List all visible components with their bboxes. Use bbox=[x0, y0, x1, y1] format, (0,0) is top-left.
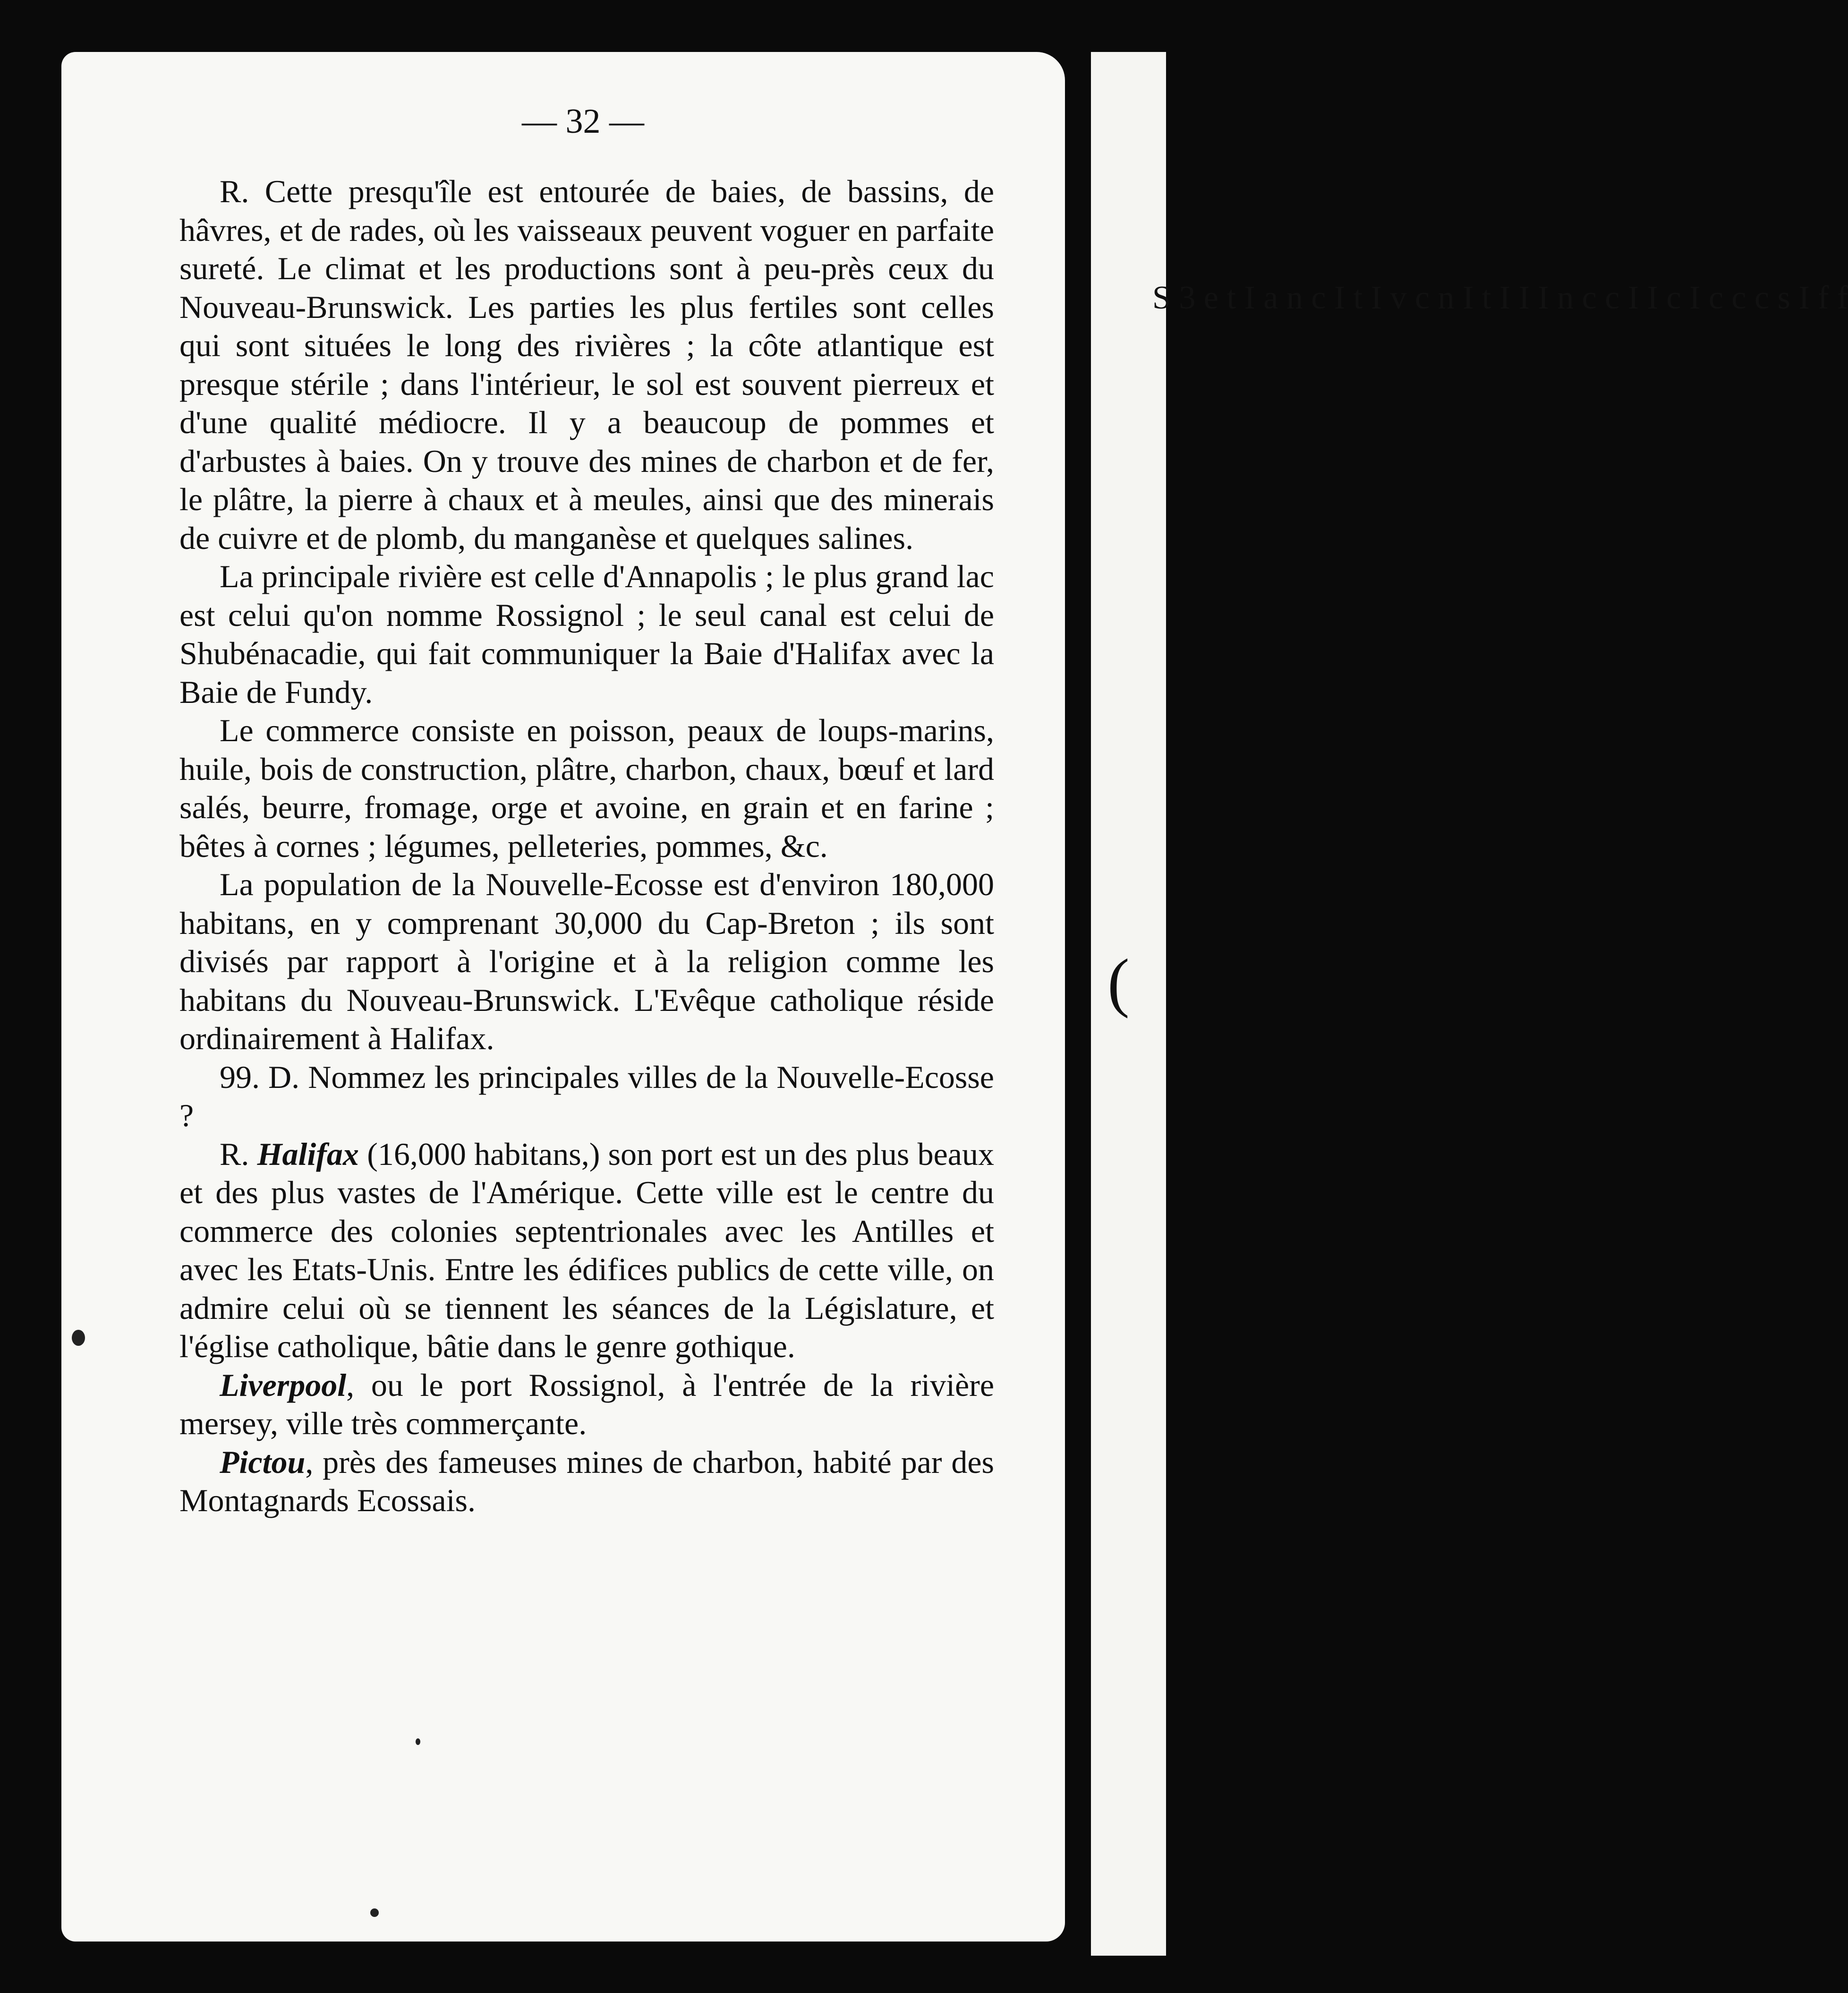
place-name: Halifax bbox=[257, 1136, 359, 1172]
paragraph-p7 bbox=[179, 1366, 994, 1443]
paragraph-text: R. Cette presqu'île est entourée de baies, de bassins, de hâvres, et de rades, où les vaisseaux peuvent voguer en parfaite sureté. Le climat et les productions sont à peu-près ceux du Nouveau-Brunswick. Les parties les plus fertiles sont celles qui sont situées le long des rivières ; la côte atlantique est presque stérile ; dans l'intérieur, le sol est souvent pierreux et d'une qualité médiocre. Il y a beaucoup de pommes et d'arbustes à baies. On y trouve des mines de charbon et de fer, le plâtre, la pierre à chaux et à meules, ainsi que des minerais de cuivre et de plomb, du manganèse et quelques salines. bbox=[179, 173, 994, 556]
ink-speck bbox=[416, 1738, 420, 1745]
paragraph-text: 99. D. Nommez les principales villes de la Nouvelle-Ecosse ? bbox=[179, 1059, 994, 1133]
paragraph-p2 bbox=[179, 557, 994, 711]
paragraph-text: La principale rivière est celle d'Annapolis ; le plus grand lac est celui qu'on nomme Rossignol ; le seul canal est celui de Shubénacadie, qui fait communiquer la Baie d'Halifax avec la Baie de Fundy. bbox=[179, 558, 994, 710]
ink-speck bbox=[370, 1908, 379, 1917]
place-name: Liverpool bbox=[220, 1367, 347, 1403]
ink-speck bbox=[72, 1330, 85, 1346]
paragraph-p6 bbox=[179, 1135, 994, 1366]
paragraph-p3 bbox=[179, 711, 994, 865]
place-name: Pictou bbox=[220, 1444, 306, 1480]
paragraph-text: (16,000 habitans,) son port est un des plus beaux et des plus vastes de l'Amérique. Cette ville est le centre du commerce des colonies septentrionales avec les Antilles et avec les Etats-Unis. Entre les édifices publics de cette ville, on admire celui où se tiennent les séances de la Législature, et l'église catholique, bâtie dans le genre gothique. bbox=[179, 1136, 994, 1364]
paragraph-text: La population de la Nouvelle-Ecosse est d'environ 180,000 habitans, en y comprenant 30,000 du Cap-Breton ; ils sont divisés par rapport à l'origine et à la religion comme les habitans du Nouveau-Brunswick. L'Evêque catholique réside ordinairement à Halifax. bbox=[179, 866, 994, 1056]
paragraph-text: R. bbox=[220, 1136, 257, 1172]
page-number: — 32 — bbox=[522, 102, 644, 141]
margin-bracket-mark: ( bbox=[1107, 946, 1130, 1019]
body-text bbox=[179, 172, 994, 1520]
paragraph-text: , près des fameuses mines de charbon, habité par des Montagnards Ecossais. bbox=[179, 1444, 994, 1518]
paragraph-text: Le commerce consiste en poisson, peaux de loups-marins, huile, bois de construction, plâtre, charbon, chaux, bœuf et lard salés, beurre, fromage, orge et avoine, en grain et en farine ; bêtes à cornes ; légumes, pelleteries, pommes, &c. bbox=[179, 712, 994, 864]
paragraph-text: , ou le port Rossignol, à l'entrée de la rivière mersey, ville très commerçante. bbox=[179, 1367, 994, 1441]
paragraph-p5 bbox=[179, 1058, 994, 1135]
paragraph-p4 bbox=[179, 865, 994, 1058]
adjacent-page-letters: S 3 e t I a n c I t I v c n I t I I I n c c I I c I c c c s I f f bbox=[1152, 280, 1848, 316]
paragraph-p1 bbox=[179, 172, 994, 557]
paragraph-p8 bbox=[179, 1443, 994, 1520]
